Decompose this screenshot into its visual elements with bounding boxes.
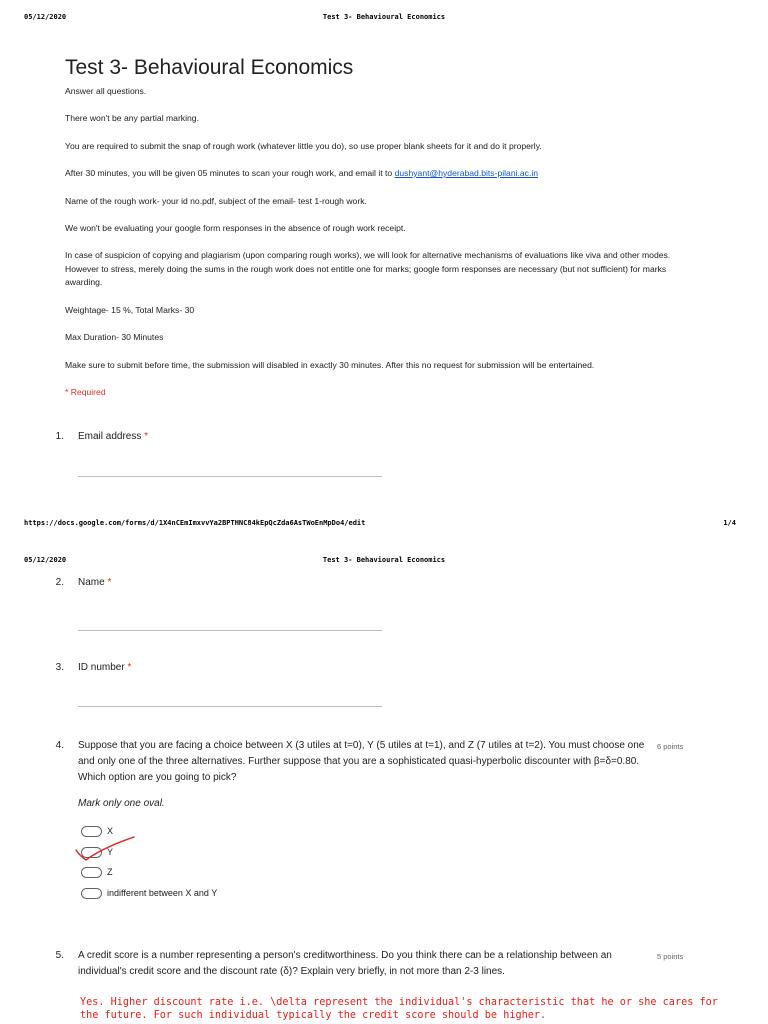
desc-line-6: We won't be evaluating your google form responses in the absence of rough work receipt. [65, 223, 406, 233]
form-title: Test 3- Behavioural Economics [65, 56, 354, 79]
question-4-number: 4. [55, 740, 64, 751]
option-x-label: X [107, 826, 114, 836]
desc-line-10: Make sure to submit before time, the submission will disabled in exactly 30 minutes. After this no request for submission will be entertained. [65, 360, 595, 370]
red-checkmark-icon [74, 834, 138, 864]
print-date-2: 05/12/2020 [24, 556, 67, 564]
print-url: https://docs.google.com/forms/d/1X4nCEmImxvvYa2BPTHNC84kEpQcZda6AsTWoEnMpDo4/edit [24, 519, 366, 527]
question-2-title [78, 575, 648, 591]
print-header-2 [24, 556, 744, 568]
question-5-answer: Yes. Higher discount rate i.e. \delta represent the individual's characteristic that he or she cares for the future. For such individual typically the credit score should be higher. [80, 997, 718, 1022]
option-y-label: Y [107, 847, 114, 857]
required-star: * [104, 577, 112, 588]
desc-line-4 [65, 167, 705, 181]
question-3-text: ID number [78, 662, 125, 673]
option-indifferent-label: indifferent between X and Y [107, 888, 218, 898]
question-4-hint: Mark only one oval. [78, 798, 165, 809]
desc-line-2: There won't be any partial marking. [65, 113, 199, 123]
print-page-number: 1/4 [723, 519, 736, 527]
desc-line-8: Weightage- 15 %, Total Marks- 30 [65, 305, 195, 315]
print-header [24, 13, 744, 25]
email-input[interactable] [78, 476, 382, 477]
oval-radio[interactable] [81, 867, 102, 878]
print-date: 05/12/2020 [24, 13, 67, 21]
print-footer [24, 519, 744, 531]
desc-line-5: Name of the rough work- your id no.pdf, subject of the email- test 1-rough work. [65, 196, 367, 206]
question-1-number: 1. [55, 431, 64, 442]
required-star: * [124, 662, 132, 673]
required-star: * [141, 431, 149, 442]
desc-line-1: Answer all questions. [65, 86, 147, 96]
question-5-points: 5 points [657, 952, 684, 961]
desc-line-4-text: After 30 minutes, you will be given 05 minutes to scan your rough work, and email it to [65, 168, 393, 178]
name-input[interactable] [78, 630, 382, 631]
question-4-points: 6 points [657, 742, 684, 751]
question-2-text: Name [78, 577, 105, 588]
option-z-label: Z [107, 867, 113, 877]
question-4-text: Suppose that you are facing a choice between X (3 utiles at t=0), Y (5 utiles at t=1), and Z (7 utiles at t=2). You must choose one and only one of the three alternatives. Further suppose that you are a sophisticated quasi-hyperbolic discounter with β=δ=0.80. Which option are you going to pick? [78, 740, 645, 784]
desc-line-7: In case of suspicion of copying and plagiarism (upon comparing rough works), we will look for alternative mechanisms of evaluations like viva and other modes. However to stress, merely doing the sums in the rough work does not entitle one for marks; google form responses are necessary (but not sufficient) for marks awarding. [65, 250, 671, 287]
print-title: Test 3- Behavioural Economics [322, 13, 446, 21]
question-1-text: Email address [78, 431, 142, 442]
required-note: * Required [65, 387, 106, 397]
question-3-number: 3. [55, 662, 64, 673]
question-1-title [78, 429, 648, 445]
question-3-title [78, 660, 648, 676]
print-title-2: Test 3- Behavioural Economics [322, 556, 446, 564]
id-number-input[interactable] [78, 706, 382, 707]
question-5-number: 5. [55, 950, 64, 961]
email-link[interactable]: dushyant@hyderabad.bits-pilani.ac.in [394, 168, 539, 178]
oval-radio[interactable] [81, 888, 102, 899]
question-5-text: A credit score is a number representing a person's creditworthiness. Do you think there can be a relationship between an individual's credit score and the discount rate (δ)? Explain very briefly, in not more than 2-3 lines. [78, 950, 612, 978]
desc-line-3: You are required to submit the snap of rough work (whatever little you do), so use proper blank sheets for it and do it properly. [65, 141, 542, 151]
desc-line-9: Max Duration- 30 Minutes [65, 332, 164, 342]
question-2-number: 2. [55, 577, 64, 588]
